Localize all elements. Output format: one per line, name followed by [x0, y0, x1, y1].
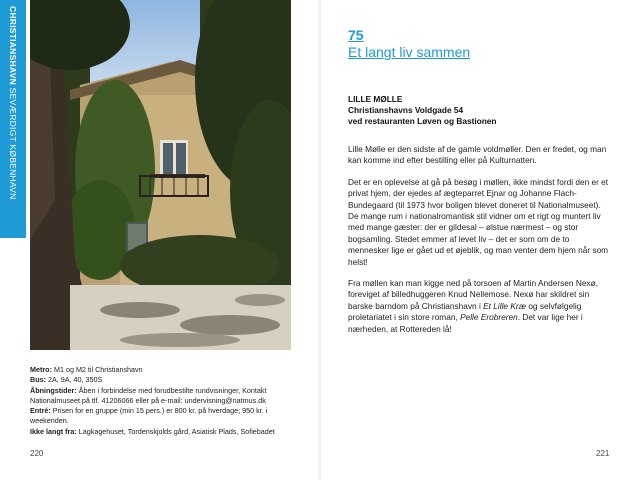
location-name: LILLE MØLLE: [348, 94, 403, 104]
facts-nearby: [30, 427, 300, 437]
facts-metro: [30, 365, 300, 375]
paragraph-3-part-c: . Det var lige her i nærheden, at Rottereden lå!: [348, 312, 583, 334]
section-tab: [0, 0, 26, 238]
paragraph-3-part-a: Fra møllen kan man kigge ned på torsoen af Martin Andersen Nexø, foreviget af billedhuggeren Knud Nellemose. Nexø har skildret sin barske barndom på Christianshavn i: [348, 278, 598, 311]
entry-label: Entré:: [30, 406, 51, 416]
nearby-value: Lagkagehuset, Tordenskjolds gård, Asiatisk Plads, Sofiebadet: [76, 426, 275, 436]
mill-house-photo: [30, 0, 291, 350]
article-body: [348, 144, 610, 345]
location-heading: [348, 94, 608, 127]
section-tab-secondary: SEVÆRDIGT KØBENHAVN: [8, 87, 18, 200]
bus-label: Bus:: [30, 375, 46, 385]
paragraph-1: Lille Mølle er den sidste af de gamle voldmøller. Den er fredet, og man kan komme ind efter bestilling eller på Kulturnatten.: [348, 144, 607, 166]
right-page-number: 221: [596, 449, 610, 458]
bus-value: 2A, 9A, 40, 350S: [45, 375, 103, 385]
hours-value: Åben i forbindelse med forudbestilte rundvisninger, Kontakt Nationalmuseet på tlf. 41206066 eller på e-mail: undervisning@natmus.dk: [30, 385, 267, 405]
book-title-2: Pelle Erobreren: [460, 312, 518, 323]
page-spine: [318, 0, 321, 480]
paragraph-3-part-b: og selvfølgelig proletariatet i sin store roman,: [348, 300, 582, 323]
metro-value: M1 og M2 til Christianshavn: [51, 365, 143, 374]
metro-label: Metro:: [30, 365, 52, 374]
section-tab-text: [1, 6, 25, 234]
facts-entry: [30, 406, 300, 427]
nearby-label: Ikke langt fra:: [30, 426, 77, 436]
entry-value: Prisen for en gruppe (min 15 pers.) er 800 kr. på hverdage; 950 kr. i weekenden.: [30, 406, 268, 426]
paragraph-2: Det er en oplevelse at gå på besøg i møllen, ikke mindst fordi den er et privat hjem, der ejedes af ægteparret Ejnar og Johanne Flach-Bundegaard (til 1973 hvor boligen blevet doneret til Nationalmuseet). De mange rum i nationalromantisk stil vidner om et rigt og muntert liv med mange gæster: der er gildesal – ølstue nærmest – og stor bogsamling. Stedet emmer af levet liv – det er som om de to mennesker lige er gået ud et øjeblik, og man venter dem hjem når som helst!: [348, 176, 609, 267]
book-title-1: Et Lille Kræ: [483, 300, 527, 311]
visitor-facts: [30, 365, 300, 437]
paragraph-3: [348, 278, 610, 335]
hours-label: Åbningstider:: [30, 385, 77, 395]
facts-bus: [30, 375, 300, 385]
facts-hours: [30, 386, 300, 407]
entry-title: Et langt liv sammen: [348, 44, 471, 60]
location-landmark: ved restauranten Løven og Bastionen: [348, 116, 497, 126]
section-tab-primary: CHRISTIANSHAVN: [8, 6, 18, 86]
left-page-number: 220: [30, 449, 44, 458]
location-address: Christianshavns Voldgade 54: [348, 105, 464, 115]
entry-number: 75: [348, 27, 364, 43]
